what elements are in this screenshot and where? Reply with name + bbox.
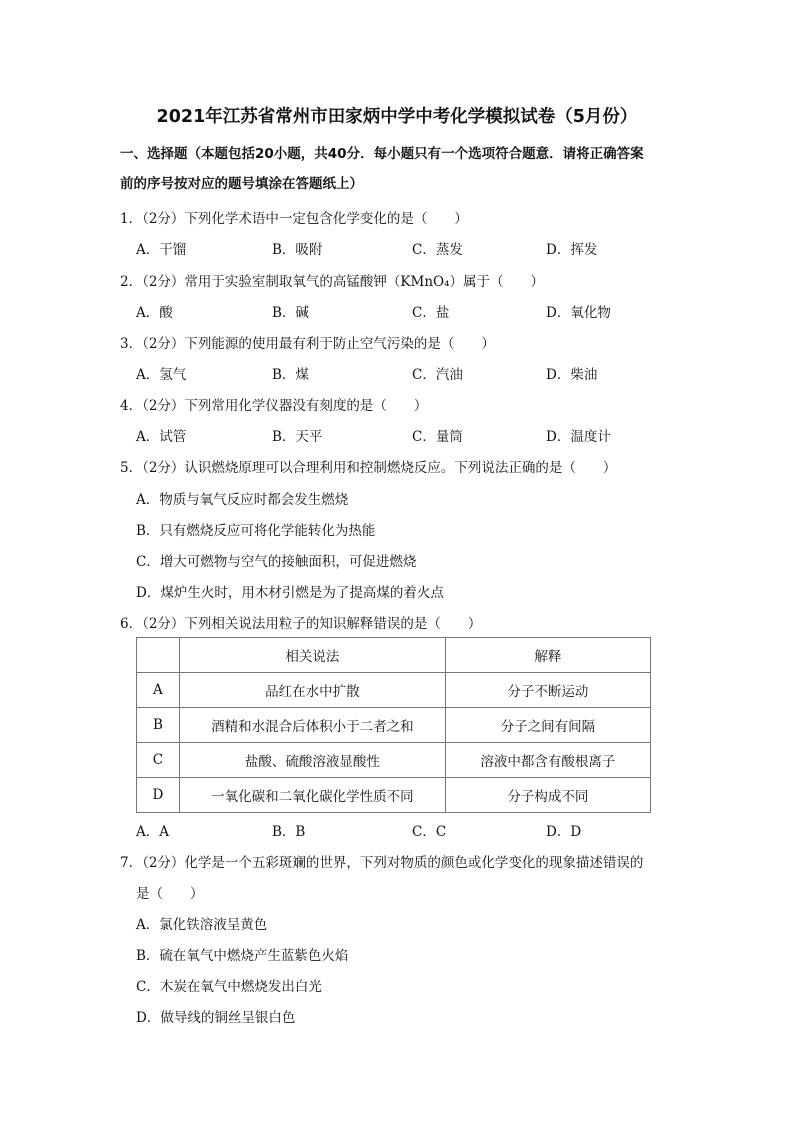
option-a: A．物质与氧气反应时都会发生燃烧 — [136, 492, 349, 508]
table-cell: 一氧化碳和二氧化碳化学性质不同 — [179, 778, 445, 813]
section-line-1: 一、选择题（本题包括20小题，共40分．每小题只有一个选项符合题意．请将正确答案 — [120, 146, 644, 162]
option-c: C．蒸发 — [412, 242, 463, 258]
option-a: A．试管 — [136, 429, 187, 445]
option-b: B．B — [272, 824, 306, 840]
option-d: D．温度计 — [546, 429, 611, 445]
option-c: C．增大可燃物与空气的接触面积，可促进燃烧 — [136, 554, 417, 570]
option-c: C．汽油 — [412, 367, 463, 383]
table-header-cell: 解释 — [445, 638, 650, 673]
table-row — [137, 778, 651, 813]
explanation-table — [136, 637, 651, 813]
table-cell: 酒精和水混合后体积小于二者之和 — [179, 708, 445, 743]
option-a: A．酸 — [136, 305, 173, 321]
question-5-stem: 5．（2分）认识燃烧原理可以合理利用和控制燃烧反应。下列说法正确的是（ ） — [120, 460, 617, 476]
option-c: C．木炭在氧气中燃烧发出白光 — [136, 979, 322, 995]
table-header-cell — [137, 638, 180, 673]
table-cell: A — [137, 673, 180, 708]
option-c: C．C — [412, 824, 447, 840]
option-d: D．柴油 — [546, 367, 598, 383]
table-row — [137, 743, 651, 778]
page-title: 2021年江苏省常州市田家炳中学中考化学模拟试卷（5月份） — [156, 107, 638, 127]
option-b: B．吸附 — [272, 242, 323, 258]
option-b: B．天平 — [272, 429, 323, 445]
table-cell: 品红在水中扩散 — [179, 673, 445, 708]
table-cell: 溶液中都含有酸根离子 — [445, 743, 650, 778]
table-cell: 盐酸、硫酸溶液显酸性 — [179, 743, 445, 778]
option-a: A．干馏 — [136, 242, 187, 258]
table-cell: 分子之间有间隔 — [445, 708, 650, 743]
question-6-stem: 6．（2分）下列相关说法用粒子的知识解释错误的是（ ） — [120, 616, 482, 632]
section-instructions — [120, 139, 680, 199]
question-2-stem: 2．（2分）常用于实验室制取氧气的高锰酸钾（KMnO₄）属于（ ） — [120, 274, 545, 290]
table-cell: C — [137, 743, 180, 778]
option-a: A．A — [136, 824, 169, 840]
table-row — [137, 673, 651, 708]
option-b: B．硫在氧气中燃烧产生蓝紫色火焰 — [136, 948, 349, 964]
option-d: D．做导线的铜丝呈银白色 — [136, 1010, 296, 1026]
option-d: D．煤炉生火时，用木材引燃是为了提高煤的着火点 — [136, 585, 444, 601]
option-b: B．碱 — [272, 305, 309, 321]
question-4-stem: 4．（2分）下列常用化学仪器没有刻度的是（ ） — [120, 398, 428, 414]
question-7-stem-line-2: 是（ ） — [136, 886, 204, 902]
table-header-cell: 相关说法 — [179, 638, 445, 673]
table-cell: 分子不断运动 — [445, 673, 650, 708]
table-header-row — [137, 638, 651, 673]
question-3-stem: 3．（2分）下列能源的使用最有利于防止空气污染的是（ ） — [120, 336, 495, 352]
table-row — [137, 708, 651, 743]
option-d: D．氧化物 — [546, 305, 611, 321]
option-c: C．盐 — [412, 305, 450, 321]
option-c: C．量筒 — [412, 429, 463, 445]
question-7-stem-line-1: 7．（2分）化学是一个五彩斑斓的世界，下列对物质的颜色或化学变化的现象描述错误的 — [120, 855, 644, 871]
option-d: D．D — [546, 824, 582, 840]
option-a: A．氢气 — [136, 367, 187, 383]
option-b: B．煤 — [272, 367, 309, 383]
question-1-stem: 1．（2分）下列化学术语中一定包含化学变化的是（ ） — [120, 211, 468, 227]
option-d: D．挥发 — [546, 242, 598, 258]
option-a: A．氯化铁溶液呈黄色 — [136, 917, 268, 933]
option-b: B．只有燃烧反应可将化学能转化为热能 — [136, 523, 376, 539]
table-cell: B — [137, 708, 180, 743]
table-cell: 分子构成不同 — [445, 778, 650, 813]
table-cell: D — [137, 778, 180, 813]
section-line-2: 前的序号按对应的题号填涂在答题纸上） — [120, 176, 363, 192]
